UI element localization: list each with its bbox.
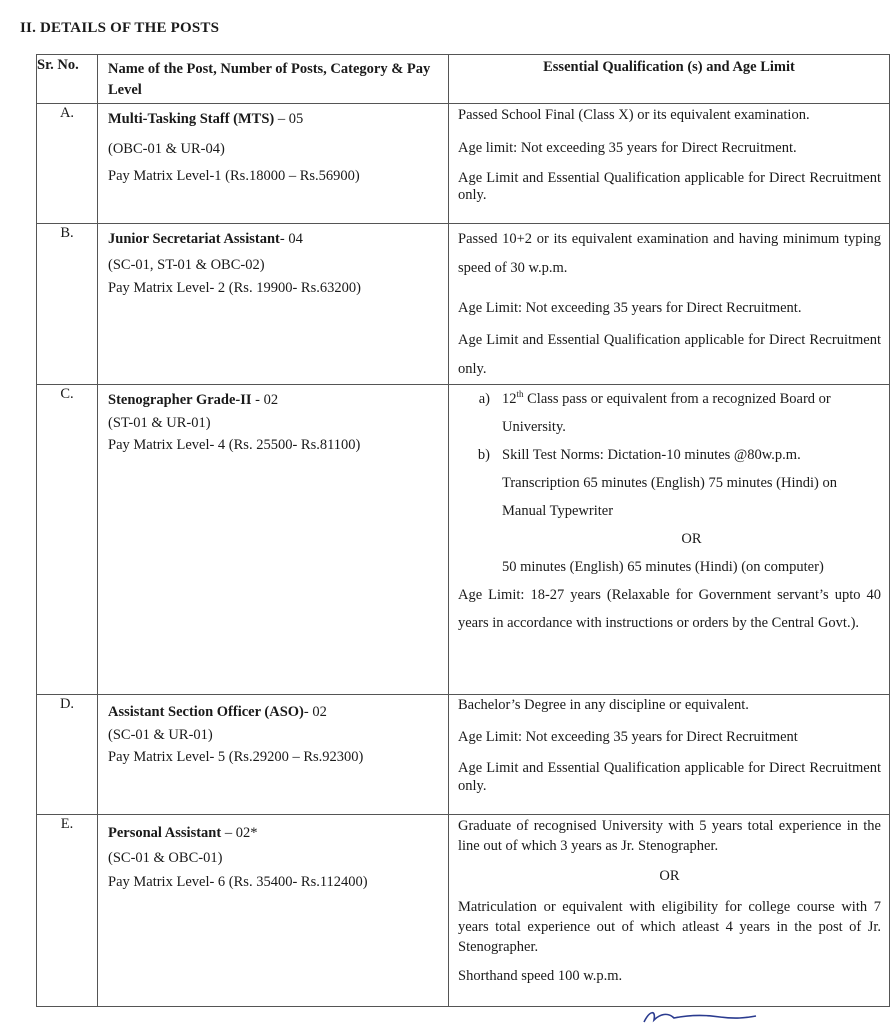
row-sr-no: C.	[37, 385, 98, 695]
post-category: (SC-01 & OBC-01)	[108, 850, 223, 866]
post-count: - 02	[251, 392, 279, 408]
qualification-text: Bachelor’s Degree in any discipline or equivalent.	[458, 697, 749, 713]
post-name: Stenographer Grade-II	[108, 392, 252, 408]
age-limit-text: Age Limit: Not exceeding 35 years for Direct Recruitment.	[458, 300, 802, 316]
row-sr-no: B.	[37, 224, 98, 385]
post-name: Personal Assistant	[108, 825, 222, 841]
table-row	[37, 224, 890, 385]
post-pay-level: Pay Matrix Level- 4 (Rs. 25500- Rs.81100)	[108, 437, 361, 453]
post-category: (SC-01 & UR-01)	[108, 727, 213, 743]
column-header-qualification: Essential Qualification (s) and Age Limit	[449, 55, 890, 104]
row-sr-no: A.	[37, 104, 98, 224]
table-header-row	[37, 55, 890, 104]
posts-table	[36, 54, 890, 1007]
post-pay-level: Pay Matrix Level- 6 (Rs. 35400- Rs.112400)	[108, 874, 368, 890]
post-name: Multi-Tasking Staff (MTS)	[108, 111, 275, 127]
post-details	[98, 224, 449, 385]
post-name: Junior Secretariat Assistant	[108, 231, 280, 247]
table-row	[37, 695, 890, 815]
post-name: Assistant Section Officer (ASO)	[108, 704, 304, 720]
qualification-text: Passed School Final (Class X) or its equivalent examination.	[458, 107, 810, 123]
post-pay-level: Pay Matrix Level- 2 (Rs. 19900- Rs.63200)	[108, 280, 361, 296]
signature-mark	[640, 1008, 760, 1024]
qualification-details	[449, 695, 890, 815]
age-limit-text: Age limit: Not exceeding 35 years for Direct Recruitment.	[458, 140, 797, 156]
age-limit-text: Age Limit: 18-27 years (Relaxable for Government servant’s upto 40 years in accordance with instructions or orders by the Central Govt.).	[458, 587, 881, 631]
qualification-details	[449, 815, 890, 1007]
post-count: - 02	[303, 704, 327, 720]
post-details	[98, 385, 449, 695]
qualification-details	[449, 104, 890, 224]
skill-test-norms: Skill Test Norms: Dictation-10 minutes @80w.p.m. Transcription 65 minutes (English) 75 minutes (Hindi) on Manual Typewriter	[502, 447, 837, 519]
ordinal-suffix: th	[516, 389, 524, 400]
section-heading: II. DETAILS OF THE POSTS	[20, 20, 220, 36]
table-row	[37, 104, 890, 224]
post-category: (SC-01, ST-01 & OBC-02)	[108, 257, 265, 273]
post-details	[98, 104, 449, 224]
alternate-qualification-text: Matriculation or equivalent with eligibility for college course with 7 years total experience out of which atleast 4 years in the post of Jr. Stenographer.	[458, 899, 881, 955]
qualification-details	[449, 385, 890, 695]
class-number: 12	[502, 391, 517, 407]
applicability-note: Age Limit and Essential Qualification applicable for Direct Recruitment only.	[458, 760, 881, 794]
qualification-text: Passed 10+2 or its equivalent examination and having minimum typing speed of 30 w.p.m.	[458, 231, 881, 276]
qualification-item-b	[458, 441, 881, 581]
column-header-sr-no: Sr. No.	[37, 55, 98, 104]
item-marker: b)	[477, 447, 490, 463]
qualification-item-a	[458, 385, 881, 441]
applicability-note: Age Limit and Essential Qualification applicable for Direct Recruitment only.	[458, 170, 881, 203]
post-count: – 02*	[221, 825, 258, 841]
age-limit-text: Age Limit: Not exceeding 35 years for Direct Recruitment	[458, 729, 798, 745]
post-category: (OBC-01 & UR-04)	[108, 141, 225, 157]
shorthand-speed-text: Shorthand speed 100 w.p.m.	[458, 968, 623, 984]
applicability-note: Age Limit and Essential Qualification applicable for Direct Recruitment only.	[458, 332, 881, 377]
column-header-post-name: Name of the Post, Number of Posts, Category & Pay Level	[98, 55, 449, 104]
or-separator: OR	[659, 868, 680, 884]
row-sr-no: E.	[37, 815, 98, 1007]
post-pay-level: Pay Matrix Level-1 (Rs.18000 – Rs.56900)	[108, 168, 360, 184]
or-separator: OR	[681, 531, 702, 547]
item-marker: a)	[478, 391, 490, 407]
post-category: (ST-01 & UR-01)	[108, 415, 211, 431]
post-details	[98, 815, 449, 1007]
post-count: - 04	[279, 231, 303, 247]
post-details	[98, 695, 449, 815]
computer-norms: 50 minutes (English) 65 minutes (Hindi) (on computer)	[502, 559, 824, 575]
qualification-details	[449, 224, 890, 385]
row-sr-no: D.	[37, 695, 98, 815]
qualification-text: Class pass or equivalent from a recognized Board or University.	[502, 391, 831, 435]
post-count: – 05	[274, 111, 304, 127]
qualification-text: Graduate of recognised University with 5 years total experience in the line out of which 3 years as Jr. Stenographer.	[458, 818, 881, 854]
table-row	[37, 385, 890, 695]
post-pay-level: Pay Matrix Level- 5 (Rs.29200 – Rs.92300)	[108, 749, 364, 765]
table-row	[37, 815, 890, 1007]
